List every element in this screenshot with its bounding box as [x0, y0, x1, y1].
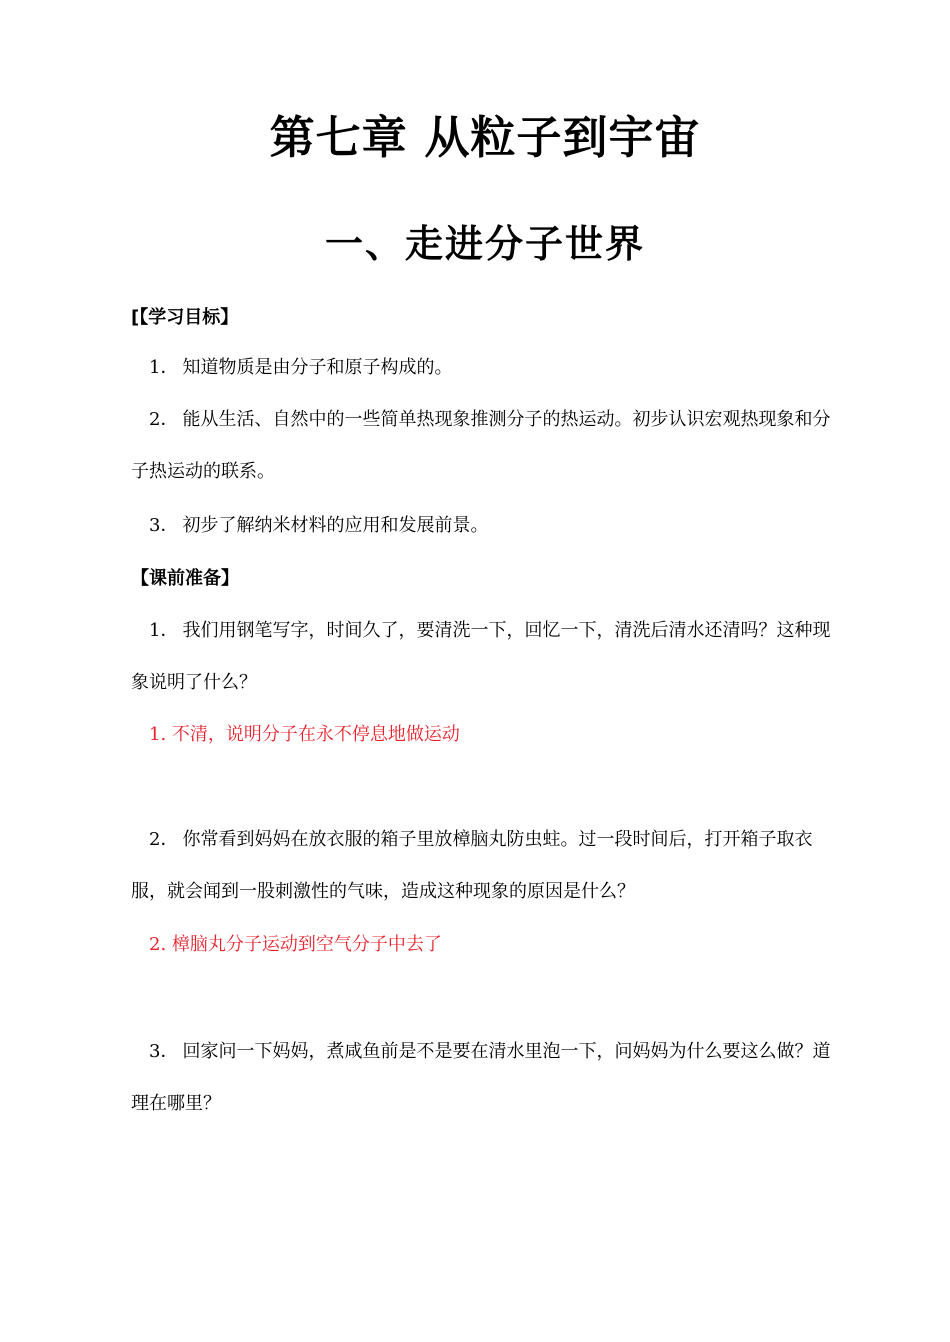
answer-1: 1. 不清，说明分子在永不停息地做运动 [149, 724, 460, 745]
objective-item-3 [131, 500, 843, 552]
objective-text: 初步了解纳米材料的应用和发展前景。 [182, 515, 489, 536]
question-item-1 [131, 605, 843, 709]
objective-text: 知道物质是由分子和原子构成的。 [182, 357, 453, 378]
question-item-2 [131, 814, 843, 918]
answer-2: 2. 樟脑丸分子运动到空气分子中去了 [149, 934, 442, 955]
question-text: 回家问一下妈妈，煮咸鱼前是不是要在清水里泡一下，问妈妈为什么要这么做？道理在哪里？ [131, 1041, 831, 1114]
objective-item-1 [131, 342, 843, 394]
objectives-heading: [【学习目标】 [131, 307, 239, 328]
question-text: 你常看到妈妈在放衣服的箱子里放樟脑丸防虫蛀。过一段时间后，打开箱子取衣服，就会闻到一股刺激性的气味，造成这种现象的原因是什么？ [131, 829, 813, 902]
question-item-3 [131, 1026, 843, 1130]
objective-number: 3． [149, 515, 179, 536]
section-title: 一、走进分子世界 [324, 222, 645, 266]
preparation-heading: 【课前准备】 [131, 568, 239, 589]
objective-text: 能从生活、自然中的一些简单热现象推测分子的热运动。初步认识宏观热现象和分子热运动的联系。 [131, 409, 831, 482]
objective-number: 1． [149, 357, 179, 378]
question-number: 2． [149, 829, 179, 850]
objective-number: 2． [149, 409, 179, 430]
question-text: 我们用钢笔写字，时间久了，要清洗一下，回忆一下，清洗后清水还清吗？这种现象说明了什么？ [131, 620, 831, 693]
objective-item-2 [131, 394, 843, 498]
question-number: 1． [149, 620, 179, 641]
chapter-title: 第七章 从粒子到宇宙 [269, 111, 701, 164]
question-number: 3． [149, 1041, 179, 1062]
